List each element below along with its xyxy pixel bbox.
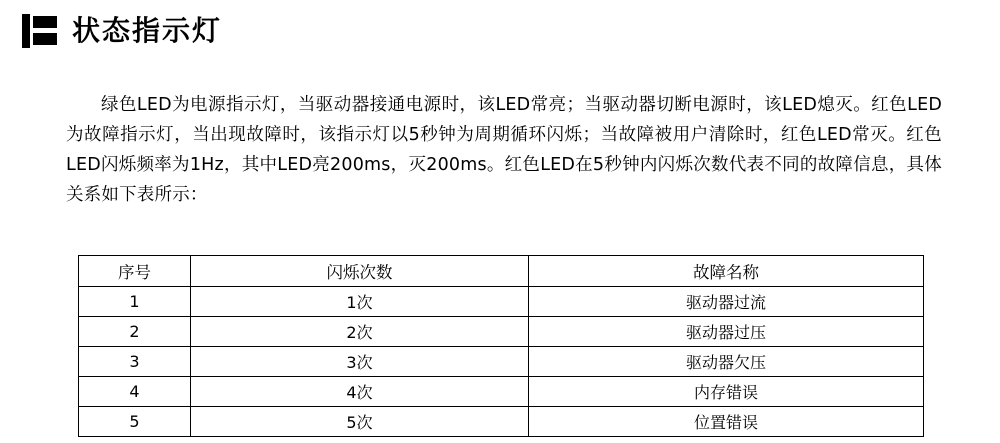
table-cell-index: 4	[79, 377, 191, 407]
table-row	[79, 347, 924, 377]
table-cell-fault-name: 驱动器过压	[529, 317, 924, 347]
table-cell-index: 5	[79, 407, 191, 437]
table-cell-fault-name: 驱动器过流	[529, 287, 924, 317]
section-heading	[22, 14, 222, 48]
table-row	[79, 287, 924, 317]
table-cell-index: 1	[79, 287, 191, 317]
table-header-cell: 闪烁次数	[191, 256, 529, 287]
body-paragraph: 绿色LED为电源指示灯，当驱动器接通电源时，该LED常亮；当驱动器切断电源时，该LED熄灭。红色LED为故障指示灯，当出现故障时，该指示灯以5秒钟为周期循环闪烁；当故障被用户清除时，红色LED常灭。红色LED闪烁频率为1Hz，其中LED亮200ms，灭200ms。红色LED在5秒钟内闪烁次数代表不同的故障信息，具体关系如下表所示：	[66, 95, 942, 205]
list-mark-icon	[22, 14, 58, 48]
table-header-cell: 故障名称	[529, 256, 924, 287]
table-cell-blink-count: 2次	[191, 317, 529, 347]
table-row	[79, 377, 924, 407]
table-cell-blink-count: 5次	[191, 407, 529, 437]
table-header-row	[79, 256, 924, 287]
table-row	[79, 407, 924, 437]
table-cell-fault-name: 驱动器欠压	[529, 347, 924, 377]
page-title: 状态指示灯	[72, 14, 223, 47]
table-cell-index: 3	[79, 347, 191, 377]
table-row	[79, 317, 924, 347]
table-cell-blink-count: 1次	[191, 287, 529, 317]
table-cell-index: 2	[79, 317, 191, 347]
fault-table-container	[78, 255, 923, 437]
table-cell-blink-count: 4次	[191, 377, 529, 407]
table-cell-fault-name: 位置错误	[529, 407, 924, 437]
table-header-cell: 序号	[79, 256, 191, 287]
fault-code-table	[78, 255, 924, 437]
table-cell-blink-count: 3次	[191, 347, 529, 377]
table-cell-fault-name: 内存错误	[529, 377, 924, 407]
